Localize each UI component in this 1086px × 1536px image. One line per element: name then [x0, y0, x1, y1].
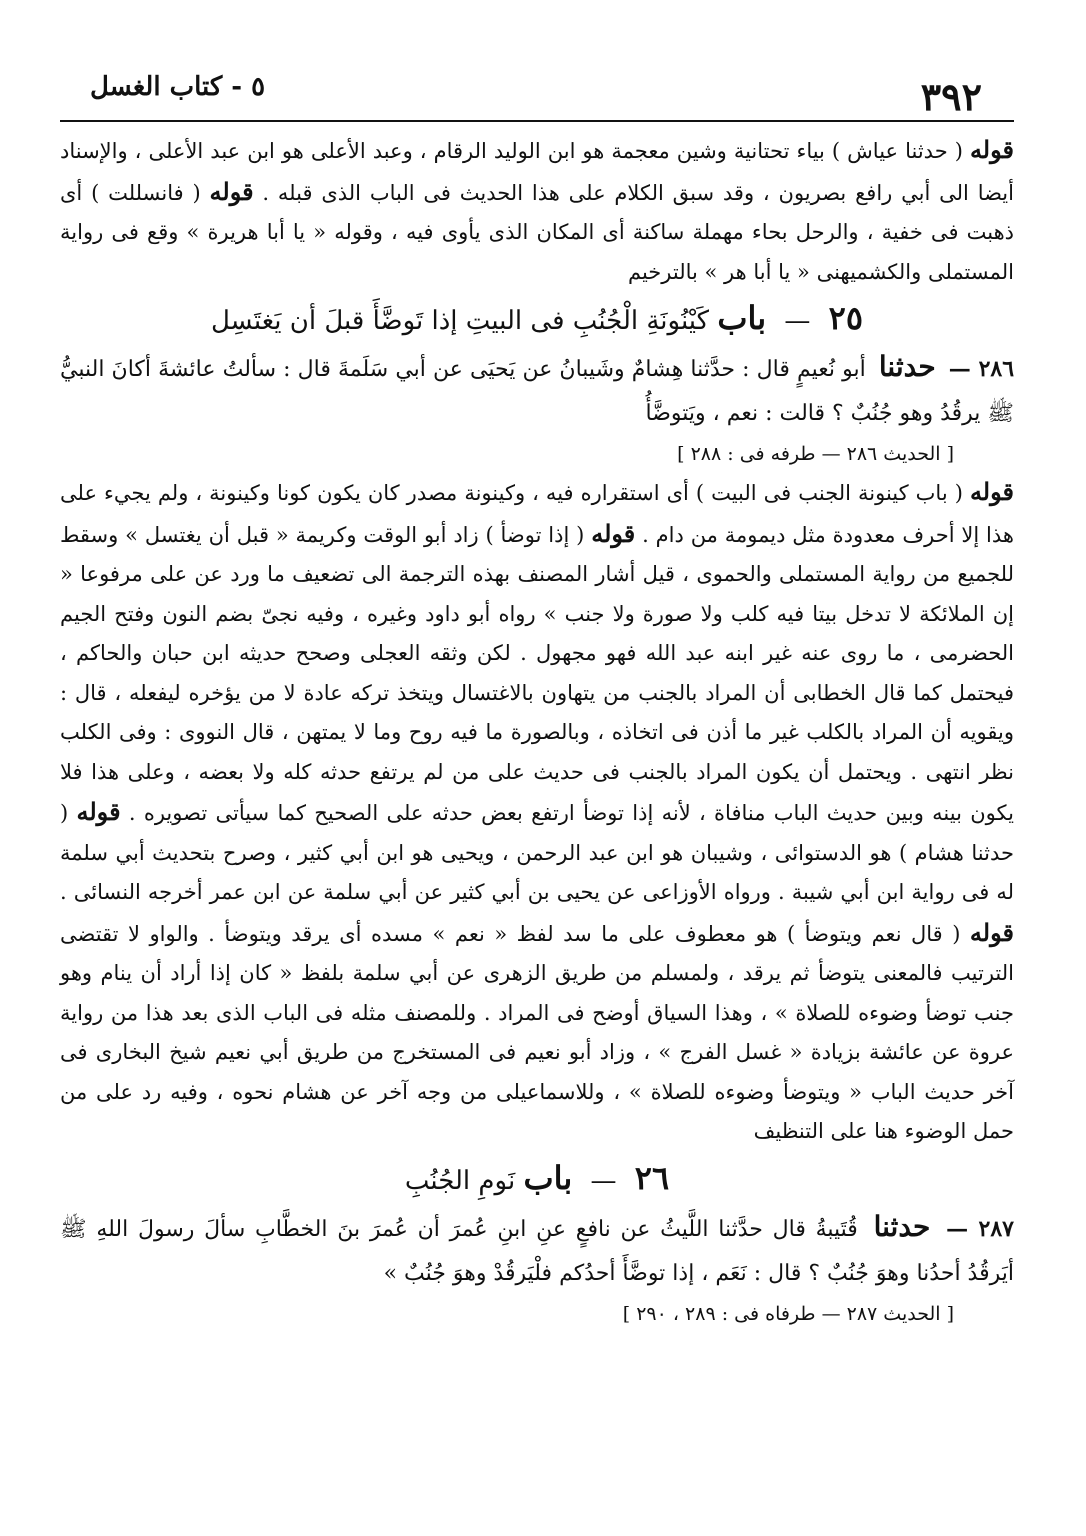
chapter-label: باب — [717, 299, 767, 337]
hadith-reference: [ الحديث ٢٨٧ — طرفاه فى : ٢٨٩ ، ٢٩٠ ] — [622, 1302, 954, 1325]
commentary-text: ( فانسللت ) أى ذهبت فى خفية ، والرحل بحاء مهملة ساكنة أى المكان الذى يأوى فيه ، وقوله « يا أبا هريرة » وقع فى رواية المستملى والكشميهنى « يا أبا هر » بالترخيم — [60, 180, 1014, 284]
page-header — [60, 50, 1014, 122]
chapter-number: ٢٦ — [634, 1158, 670, 1197]
hadith-number: ٢٨٧ — — [946, 1215, 1014, 1242]
chapter-title: نَومِ الجُنُبِ — [404, 1165, 516, 1196]
qawluhu-label: قوله — [591, 518, 636, 548]
qawluhu-label: قوله — [969, 477, 1014, 506]
hadith-text: أبو نُعيمٍ قال : حدَّثنا هِشامٌ وشَيبانُ عن يَحيَى عن أبي سَلَمةَ قال : سألتُ عائشةَ أكانَ النبيُّ ﷺ يرقُدُ وهو جُنُبٌ ؟ قالت : نعم ، ويَتوضَّأُ — [60, 357, 1014, 426]
chapter-heading-26: ٢٦ — باب نَومِ الجُنُبِ — [404, 1158, 670, 1197]
commentary-text: ( حدثنا عياش ) بياء تحتانية وشين معجمة هو ابن الوليد الرقام ، وعبد الأعلى هو ابن عبد الأعلى ، والإسناد أيضا الى أبي رافع بصريون ، وقد سبق الكلام على هذا الحديث فى الباب الذى قبله . — [60, 139, 1014, 205]
hadith-lead: حدثنا — [878, 350, 936, 383]
hadith-lead: حدثنا — [873, 1209, 931, 1243]
commentary-text: ( إذا توضأ ) زاد أبو الوقت وكريمة « قبل أن يغتسل » وسقط للجميع من رواية المستملى والحموى ، قيل أشار المصنف بهذه الترجمة الى تضعيف ما ورد عن على مرفوعا « إن الملائكة لا تدخل بيتا فيه كلب ولا صورة ولا جنب » رواه أبو داود وغيره ، وفيه نجىّ بضم النون وفتح الجيم الحضرمى ، ما روى عنه غير ابنه عبد الله فهو مجهول . لكن وثقه العجلى وصحح حديثه ابن حبان والحاكم ، فيحتمل كما قال الخطابى أن المراد بالجنب من يتهاون بالاغتسال ويتخذ تركه عادة لا من يؤخره ليفعله ، قال : ويقويه أن المراد بالكلب غير ما أذن فى اتخاذه ، وبالصورة ما فيه روح وما لا يمتهن ، قال النووى : وفى الكلب نظر انتهى . ويحتمل أن يكون المراد بالجنب فى حديث على من لم يرتفع حدثه كله ولا بعضه ، وعلى هذا فلا يكون بينه وبين حديث الباب منافاة ، لأنه إذا توضأ ارتفع بعض حدثه على الصحيح كما سيأتى تصويره . — [60, 522, 1014, 825]
hadith-287 — [60, 1205, 1014, 1296]
book-title: ٥ - كتاب الغسل — [90, 72, 266, 102]
qawluhu-label: قوله — [969, 135, 1014, 164]
chapter-number: ٢٥ — [828, 299, 863, 337]
commentary-text: ( حدثنا هشام ) هو الدستوائى ، وشيبان هو ابن عبد الرحمن ، ويحيى هو ابن أبي كثير ، وصرح بتحديث أبي سلمة له فى رواية ابن أبي شيبة . ورواه الأوزاعى عن يحيى بن أبي كثير عن أبي سلمة عن ابن عمر أخرجه النسائى . — [60, 801, 1014, 904]
qawluhu-label: قوله — [969, 917, 1014, 947]
qawluhu-label: قوله — [209, 176, 254, 206]
hadith-286 — [60, 345, 1014, 436]
chapter-heading-25: ٢٥ — باب كَيْنُونَةِ الْجُنُبِ فى البيتِ إذا تَوضَّأَ قبلَ أن يَغتَسِل — [210, 299, 863, 337]
commentary-block-1 — [60, 130, 1014, 292]
page-number: ٣٩٢ — [920, 74, 982, 119]
commentary-text: ( باب كينونة الجنب فى البيت ) أى استقراره فيه ، وكينونة مصدر كان يكون كونا وكينونة ، ولم يجيء على هذا إلا أحرف معدودة مثل ديمومة من دام . — [60, 481, 1014, 547]
hadith-number: ٢٨٦ — — [948, 356, 1015, 382]
hadith-text: قُتَيبةُ قال حدَّثنا اللَّيثُ عن نافعٍ عنِ ابنِ عُمرَ أن عُمرَ بنَ الخطَّابِ سألَ رسولَ اللهِ ﷺ أيَرقُدُ أحدُنا وهوَ جُنُبٌ ؟ قال : نَعَم ، إذا توضَّأَ أحدُكم فلْيَرقُدْ وهوَ جُنُبٌ » — [60, 1216, 1014, 1286]
commentary-block-2 — [60, 472, 1014, 1152]
chapter-title: كَيْنُونَةِ الْجُنُبِ فى البيتِ إذا تَوضَّأَ قبلَ أن يَغتَسِل — [210, 306, 710, 336]
chapter-label: باب — [523, 1158, 573, 1197]
commentary-text: ( قال نعم ويتوضأ ) هو معطوف على ما سد لفظ « نعم » مسده أى يرقد ويتوضأ . والواو لا تقتضى الترتيب فالمعنى يتوضأ ثم يرقد ، ولمسلم من طريق الزهرى عن أبي سلمة بلفظ « كان إذا أراد أن ينام وهو جنب توضأ وضوءه للصلاة » ، وهذا السياق أوضح فى المراد . وللمصنف مثله فى الباب الذى بعد هذا من رواية عروة عن عائشة بزيادة « غسل الفرج » ، وزاد أبو نعيم فى المستخرج من طريق أبي نعيم شيخ البخارى فى آخر حديث الباب « ويتوضأ وضوءه للصلاة » ، وللاسماعيلى من وجه آخر عن هشام نحوه ، وفيه رد على من حمل الوضوء هنا على التنظيف — [60, 921, 1014, 1143]
qawluhu-label: قوله — [76, 797, 121, 826]
hadith-reference: [ الحديث ٢٨٦ — طرفه فى : ٢٨٨ ] — [677, 443, 954, 465]
